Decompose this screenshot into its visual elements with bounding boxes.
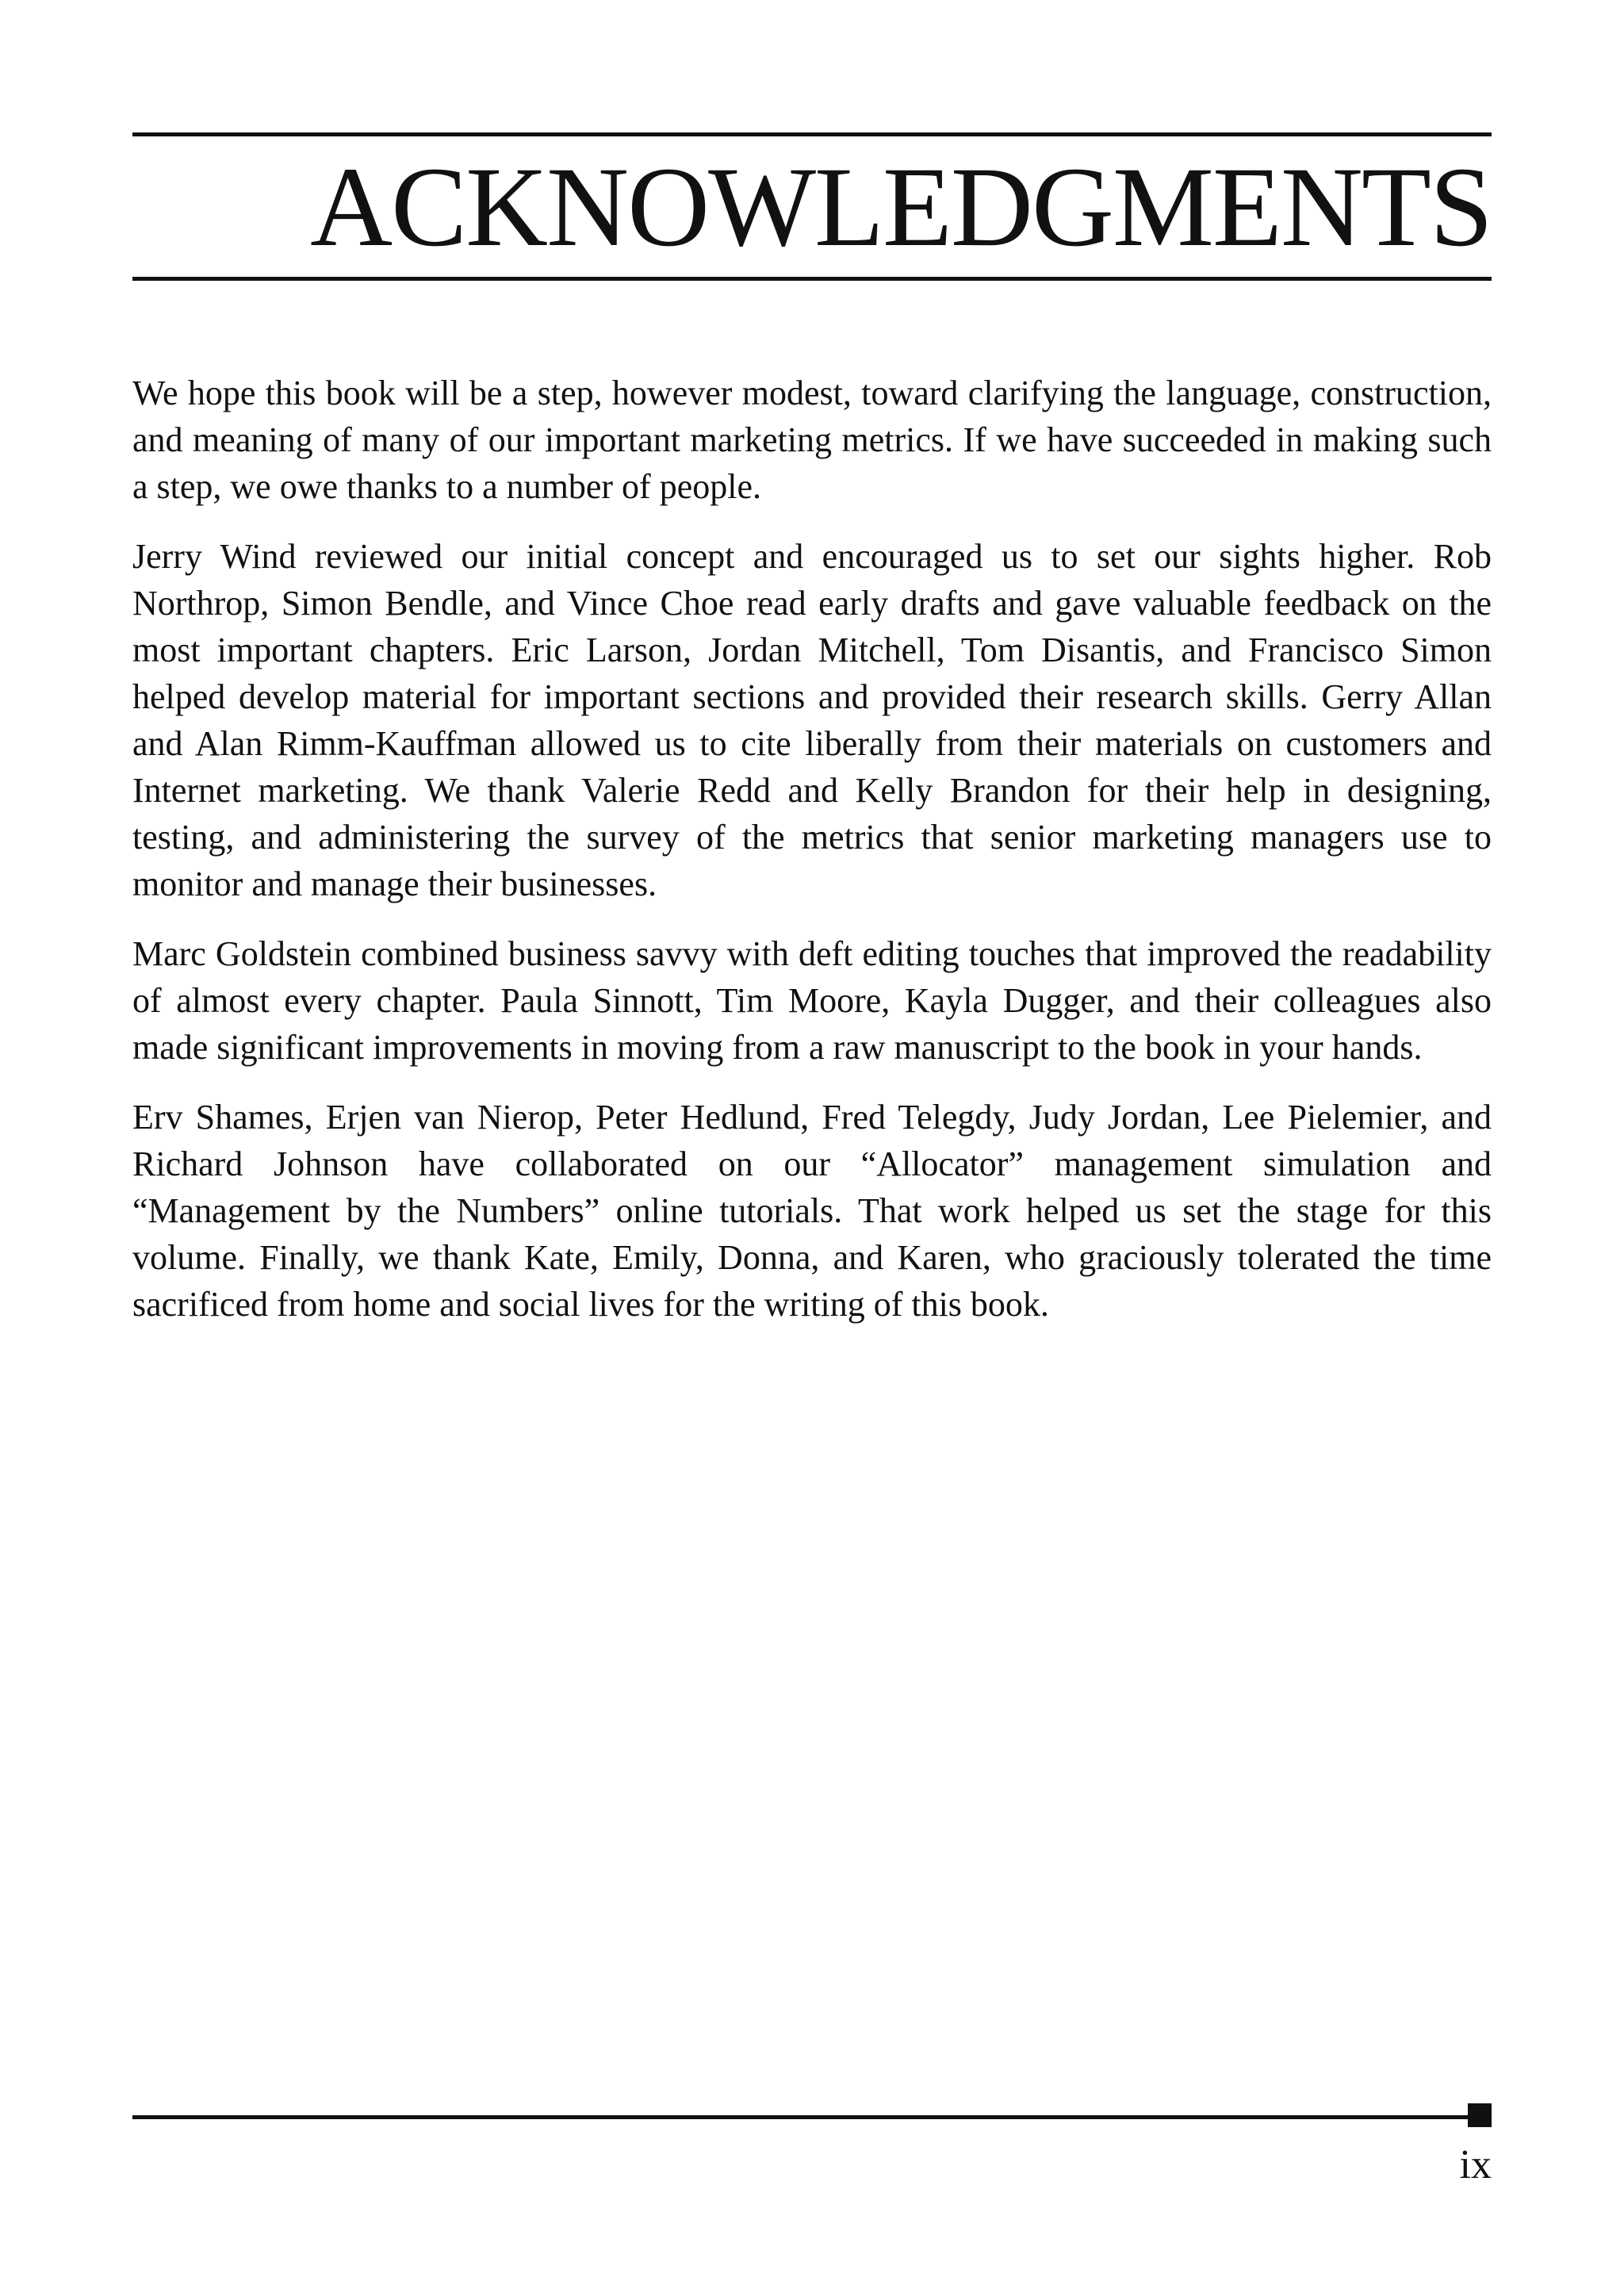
page-number: ix [1459, 2142, 1492, 2187]
acknowledgments-body [132, 370, 1492, 1351]
paragraph: Jerry Wind reviewed our initial concept and encouraged us to set our sights higher. Rob Northrop, Simon Bendle, and Vince Choe read early drafts and gave valuable feedback on the most important chapters. Eric Larson, Jordan Mitchell, Tom Disantis, and Francisco Simon helped develop material for important sections and provided their research skills. Gerry Allan and Alan Rimm-Kauffman allowed us to cite liberally from their materials on customers and Internet marketing. We thank Valerie Redd and Kelly Brandon for their help in designing, testing, and administering the survey of the metrics that senior marketing managers use to monitor and manage their businesses. [132, 537, 1492, 903]
footer-square-marker [1468, 2103, 1492, 2127]
paragraph: Erv Shames, Erjen van Nierop, Peter Hedlund, Fred Telegdy, Judy Jordan, Lee Pielemier, and Richard Johnson have collaborated on our “Allocator” management simulation and “Management by the Numbers” online tutorials. That work helped us set the stage for this volume. Finally, we thank Kate, Emily, Donna, and Karen, who graciously tolerated the time sacrificed from home and social lives for the writing of this book. [132, 1098, 1492, 1324]
page-title: ACKNOWLEDGMENTS [310, 144, 1492, 270]
title-top-rule [132, 132, 1492, 136]
footer-rule [132, 2115, 1480, 2119]
title-bottom-rule [132, 277, 1492, 281]
paragraph: Marc Goldstein combined business savvy with deft editing touches that improved the readability of almost every chapter. Paula Sinnott, Tim Moore, Kayla Dugger, and their colleagues also made significant improvements in moving from a raw manuscript to the book in your hands. [132, 934, 1492, 1067]
paragraph: We hope this book will be a step, however modest, toward clarifying the language, construction, and meaning of many of our important marketing metrics. If we have succeeded in making such a step, we owe thanks to a number of people. [132, 374, 1492, 506]
